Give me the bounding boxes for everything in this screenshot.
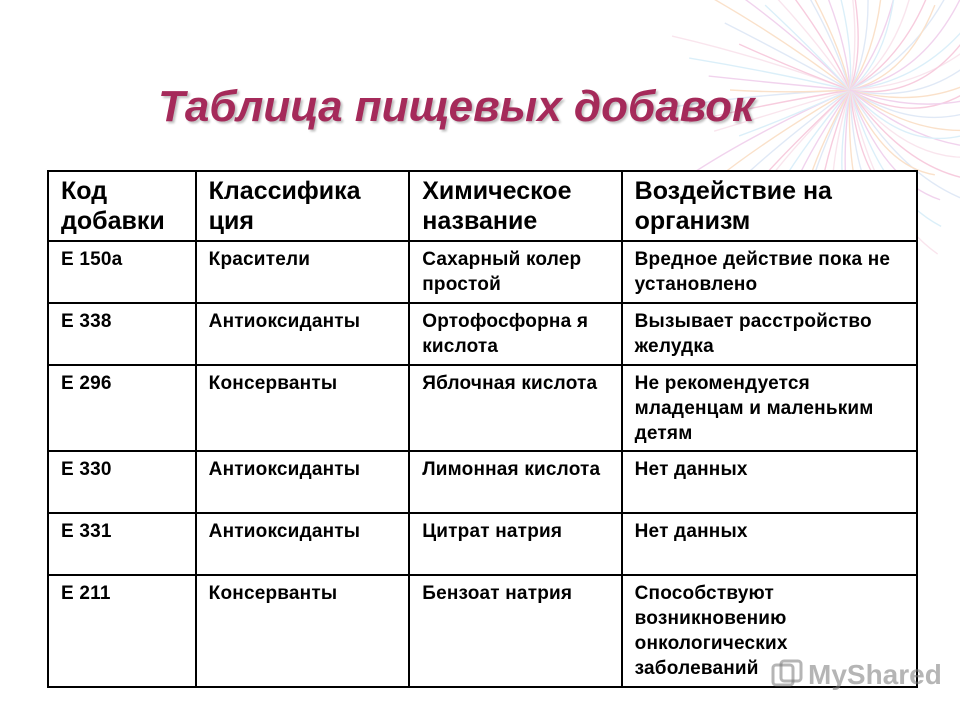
firework-ray: [850, 90, 960, 117]
cell-classification: Антиоксиданты: [196, 451, 410, 513]
firework-ray: [850, 58, 960, 98]
firework-ray: [706, 0, 850, 90]
firework-ray: [850, 90, 935, 175]
cell-code: Е 211: [48, 575, 196, 687]
header-classification: Классифика ция: [196, 171, 410, 241]
table-row: [48, 303, 917, 365]
firework-ray: [850, 49, 960, 94]
firework-ray: [804, 0, 850, 90]
cell-chemical-name: Яблочная кислота: [409, 365, 621, 451]
firework-ray: [850, 0, 883, 90]
firework-ray: [762, 0, 850, 90]
cell-chemical-name: Цитрат натрия: [409, 513, 621, 575]
firework-ray: [760, 0, 850, 90]
firework-ray: [809, 0, 850, 90]
cell-classification: Консерванты: [196, 365, 410, 451]
cell-effect: Вызывает расстройство желудка: [622, 303, 917, 365]
cell-effect: Вредное действие пока не установлено: [622, 241, 917, 303]
firework-ray: [740, 90, 850, 180]
table-header-row: [48, 171, 917, 241]
cell-classification: Красители: [196, 241, 410, 303]
cell-classification: Антиоксиданты: [196, 303, 410, 365]
firework-ray: [850, 72, 960, 104]
firework-ray: [725, 23, 850, 90]
table-row: [48, 365, 917, 451]
firework-ray: [850, 0, 904, 90]
cell-chemical-name: Лимонная кислота: [409, 451, 621, 513]
firework-ray: [850, 90, 960, 181]
firework-ray: [850, 0, 960, 90]
cell-chemical-name: Бензоат натрия: [409, 575, 621, 687]
firework-ray: [850, 44, 960, 92]
table-row: [48, 241, 917, 303]
cell-code: Е 296: [48, 365, 196, 451]
firework-ray: [850, 0, 858, 90]
cell-effect: Способствуют возникновению онкологических заболеваний: [622, 575, 917, 687]
firework-ray: [850, 0, 941, 90]
firework-ray: [759, 0, 850, 90]
firework-ray: [850, 0, 960, 90]
firework-ray: [739, 44, 850, 90]
table-row: [48, 513, 917, 575]
cell-classification: Антиоксиданты: [196, 513, 410, 575]
firework-ray: [850, 90, 960, 157]
table-row: [48, 575, 917, 687]
table-row: [48, 451, 917, 513]
cell-effect: Нет данных: [622, 451, 917, 513]
firework-ray: [850, 2, 960, 90]
cell-effect: Нет данных: [622, 513, 917, 575]
cell-chemical-name: Ортофосфорна я кислота: [409, 303, 621, 365]
header-code: Код добавки: [48, 171, 196, 241]
cell-code: Е 338: [48, 303, 196, 365]
firework-ray: [850, 0, 960, 90]
cell-code: Е 331: [48, 513, 196, 575]
firework-ray: [832, 0, 855, 90]
firework-ray: [850, 5, 935, 90]
watermark-text: MyShared: [808, 659, 942, 690]
page-title: Таблица пищевых добавок: [158, 82, 755, 131]
firework-ray: [850, 0, 868, 90]
firework-ray: [850, 90, 960, 108]
firework-ray: [765, 90, 850, 175]
firework-ray: [818, 0, 851, 90]
cell-chemical-name: Сахарный колер простой: [409, 241, 621, 303]
cell-code: Е 150а: [48, 241, 196, 303]
additives-table: [47, 170, 918, 688]
firework-ray: [850, 90, 960, 138]
firework-ray: [765, 5, 850, 90]
firework-ray: [714, 0, 850, 90]
firework-ray: [850, 90, 960, 148]
cell-classification: Консерванты: [196, 575, 410, 687]
firework-ray: [850, 90, 960, 130]
firework-ray: [850, 0, 896, 90]
header-effect: Воздействие на организм: [622, 171, 917, 241]
firework-ray: [739, 90, 850, 136]
cell-code: Е 330: [48, 451, 196, 513]
cell-effect: Не рекомендуется младенцам и маленьким детям: [622, 365, 917, 451]
firework-ray: [850, 0, 917, 90]
header-chemical-name: Химическое название: [409, 171, 621, 241]
